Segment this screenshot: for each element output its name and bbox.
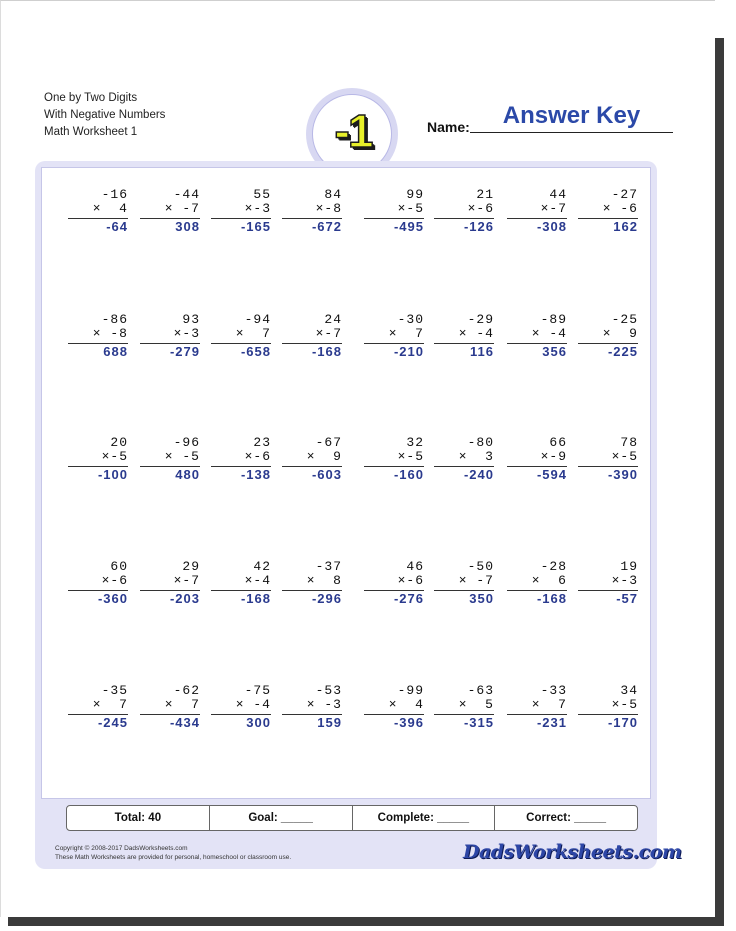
problem-multiplier: ×-5 [397, 201, 424, 216]
problem-multiplicand: -44 [173, 187, 200, 202]
problem [578, 313, 638, 360]
problem-multiplier: × 9 [602, 326, 638, 341]
problem [68, 188, 128, 235]
problem [364, 560, 424, 607]
problem-multiplier: ×-5 [397, 449, 424, 464]
problem-multiplicand: -94 [244, 312, 271, 327]
problem-answer: 159 [317, 715, 342, 730]
problem-answer: 356 [542, 344, 567, 359]
problem-multiplier: ×-9 [540, 449, 567, 464]
problem-multiplicand: 19 [620, 559, 638, 574]
problem-multiplicand: 66 [549, 435, 567, 450]
problem-multiplier: × -6 [602, 201, 638, 216]
problem-answer: -57 [616, 591, 638, 606]
problem-multiplicand: 42 [253, 559, 271, 574]
problem [211, 188, 271, 235]
problem-multiplicand: 78 [620, 435, 638, 450]
answer-key-label: Answer Key [502, 102, 641, 129]
problem-multiplicand: -25 [611, 312, 638, 327]
problem-multiplier: × -3 [306, 697, 342, 712]
problem-answer: -225 [607, 344, 638, 359]
problem-answer: -165 [240, 219, 271, 234]
problem-answer: -160 [393, 467, 424, 482]
problem-answer: -396 [393, 715, 424, 730]
problem-multiplicand: 99 [406, 187, 424, 202]
problem-answer: -240 [463, 467, 494, 482]
problem [578, 684, 638, 731]
problem [211, 436, 271, 483]
problem-multiplicand: -86 [101, 312, 128, 327]
problem-multiplier: ×-5 [611, 449, 638, 464]
title-line-2: With Negative Numbers [44, 109, 166, 121]
problem-multiplicand: 29 [182, 559, 200, 574]
score-complete: Complete: _____ [353, 806, 496, 830]
problem-answer: 308 [175, 219, 200, 234]
problem-multiplier: × 7 [235, 326, 271, 341]
problem-multiplier: ×-3 [611, 573, 638, 588]
problem [434, 313, 494, 360]
problem [140, 313, 200, 360]
problem-multiplicand: 24 [324, 312, 342, 327]
problem-answer: 688 [103, 344, 128, 359]
name-line [470, 132, 673, 133]
problem-multiplier: ×-6 [244, 449, 271, 464]
problem [282, 313, 342, 360]
worksheet-title [44, 90, 165, 141]
problem [211, 560, 271, 607]
problem-multiplicand: -16 [101, 187, 128, 202]
problem [282, 436, 342, 483]
problem-multiplier: ×-6 [467, 201, 494, 216]
problem-answer: -308 [536, 219, 567, 234]
problem-answer: 480 [175, 467, 200, 482]
problem-multiplicand: 21 [476, 187, 494, 202]
score-total: Total: 40 [67, 806, 210, 830]
problem-multiplicand: -29 [467, 312, 494, 327]
dadsworksheets-logo: DadsWorksheets.com [463, 841, 682, 863]
problem-answer: -170 [607, 715, 638, 730]
problem [140, 188, 200, 235]
problem [364, 684, 424, 731]
problem-multiplier: × -4 [458, 326, 494, 341]
problem [434, 684, 494, 731]
problem-answer: -64 [106, 219, 128, 234]
problem-multiplicand: -89 [540, 312, 567, 327]
score-goal: Goal: _____ [210, 806, 353, 830]
problem-multiplicand: -75 [244, 683, 271, 698]
problem-answer: -360 [97, 591, 128, 606]
problem-answer: -100 [97, 467, 128, 482]
problem-answer: -603 [311, 467, 342, 482]
problem [434, 188, 494, 235]
problem-multiplicand: 32 [406, 435, 424, 450]
problem-multiplicand: -28 [540, 559, 567, 574]
problem-multiplier: ×-3 [244, 201, 271, 216]
problem-multiplier: × 7 [388, 326, 424, 341]
problem-multiplicand: -35 [101, 683, 128, 698]
problem [140, 560, 200, 607]
problem-answer: -126 [463, 219, 494, 234]
problem [364, 188, 424, 235]
problem [140, 684, 200, 731]
problem-multiplier: × 8 [306, 573, 342, 588]
problem [507, 436, 567, 483]
problem-multiplicand: -99 [397, 683, 424, 698]
problem-answer: -168 [311, 344, 342, 359]
problem-answer: -390 [607, 467, 638, 482]
problem-answer: -210 [393, 344, 424, 359]
problem-multiplier: × 3 [458, 449, 494, 464]
problem-multiplicand: 93 [182, 312, 200, 327]
problem-multiplicand: 20 [110, 435, 128, 450]
problem-multiplicand: -37 [315, 559, 342, 574]
problem-multiplicand: -80 [467, 435, 494, 450]
problem-multiplicand: -27 [611, 187, 638, 202]
problem-multiplicand: -50 [467, 559, 494, 574]
problems-frame [35, 161, 682, 869]
problem [578, 560, 638, 607]
problem [68, 313, 128, 360]
usage-text: These Math Worksheets are provided for personal, homeschool or classroom use. [55, 854, 292, 861]
problem [507, 560, 567, 607]
problem-answer: 300 [246, 715, 271, 730]
problem [364, 313, 424, 360]
problem-multiplicand: 23 [253, 435, 271, 450]
problem-answer: -495 [393, 219, 424, 234]
problem-multiplier: ×-3 [173, 326, 200, 341]
problem-multiplier: ×-6 [101, 573, 128, 588]
problem-multiplicand: -53 [315, 683, 342, 698]
problem-multiplicand: 60 [110, 559, 128, 574]
problem-multiplier: ×-6 [397, 573, 424, 588]
problem-multiplier: ×-7 [315, 326, 342, 341]
problem [434, 436, 494, 483]
problem-multiplier: × -7 [164, 201, 200, 216]
problem-answer: -203 [169, 591, 200, 606]
problem-multiplicand: -96 [173, 435, 200, 450]
problem-multiplier: × 5 [458, 697, 494, 712]
problem-multiplier: ×-5 [101, 449, 128, 464]
problem-multiplier: ×-7 [173, 573, 200, 588]
problem [364, 436, 424, 483]
score-bar [66, 805, 638, 831]
problem-multiplier: × -8 [92, 326, 128, 341]
problem [507, 188, 567, 235]
problem [68, 436, 128, 483]
problem [68, 560, 128, 607]
problem [578, 436, 638, 483]
problem [507, 684, 567, 731]
copyright-text: Copyright © 2008-2017 DadsWorksheets.com [55, 845, 188, 852]
score-correct: Correct: _____ [526, 812, 607, 824]
problem-multiplicand: 44 [549, 187, 567, 202]
problem-multiplicand: 84 [324, 187, 342, 202]
problem-answer: 116 [470, 344, 494, 359]
problem-multiplier: × 4 [92, 201, 128, 216]
problem-answer: -296 [311, 591, 342, 606]
problem [434, 560, 494, 607]
problem-multiplier: × -4 [531, 326, 567, 341]
problem-multiplier: × 4 [388, 697, 424, 712]
problem [578, 188, 638, 235]
problem-multiplicand: 34 [620, 683, 638, 698]
problem-multiplier: × 6 [531, 573, 567, 588]
page-shadow-bottom [8, 916, 724, 926]
problem-multiplier: ×-5 [611, 697, 638, 712]
problem [211, 684, 271, 731]
problem [282, 188, 342, 235]
problem-answer: -434 [169, 715, 200, 730]
problem-answer: -138 [240, 467, 271, 482]
problems-grid [41, 167, 651, 799]
problem-answer: -315 [463, 715, 494, 730]
problem-multiplier: × -4 [235, 697, 271, 712]
problem-answer: -279 [169, 344, 200, 359]
problem-answer: -245 [97, 715, 128, 730]
problem-multiplier: × 9 [306, 449, 342, 464]
problem-multiplier: × 7 [531, 697, 567, 712]
problem-multiplicand: 46 [406, 559, 424, 574]
problem-multiplicand: -62 [173, 683, 200, 698]
problem-multiplicand: -63 [467, 683, 494, 698]
title-line-1: One by Two Digits [44, 92, 138, 104]
problem [282, 684, 342, 731]
problem-multiplicand: -30 [397, 312, 424, 327]
problem-answer: -658 [240, 344, 271, 359]
problem-answer: -672 [311, 219, 342, 234]
problem-answer: -168 [536, 591, 567, 606]
problem-multiplicand: 55 [253, 187, 271, 202]
problem-answer: -231 [536, 715, 567, 730]
problem-multiplicand: -33 [540, 683, 567, 698]
problem-answer: 350 [469, 591, 494, 606]
problem [211, 313, 271, 360]
problem-multiplier: × 7 [92, 697, 128, 712]
problem-multiplicand: -67 [315, 435, 342, 450]
problem [282, 560, 342, 607]
name-label: Name: [427, 119, 470, 135]
problem-answer: 162 [613, 219, 638, 234]
problem-answer: -594 [536, 467, 567, 482]
problem [68, 684, 128, 731]
problem [507, 313, 567, 360]
problem [140, 436, 200, 483]
problem-multiplier: ×-8 [315, 201, 342, 216]
problem-multiplier: ×-7 [540, 201, 567, 216]
problem-answer: -276 [393, 591, 424, 606]
title-line-3: Math Worksheet 1 [44, 126, 138, 138]
problem-multiplier: × -5 [164, 449, 200, 464]
problem-multiplier: × -7 [458, 573, 494, 588]
footer-copyright [55, 844, 291, 862]
problem-multiplier: × 7 [164, 697, 200, 712]
level-badge-text: -1 [334, 105, 372, 157]
problem-answer: -168 [240, 591, 271, 606]
problem-multiplier: ×-4 [244, 573, 271, 588]
